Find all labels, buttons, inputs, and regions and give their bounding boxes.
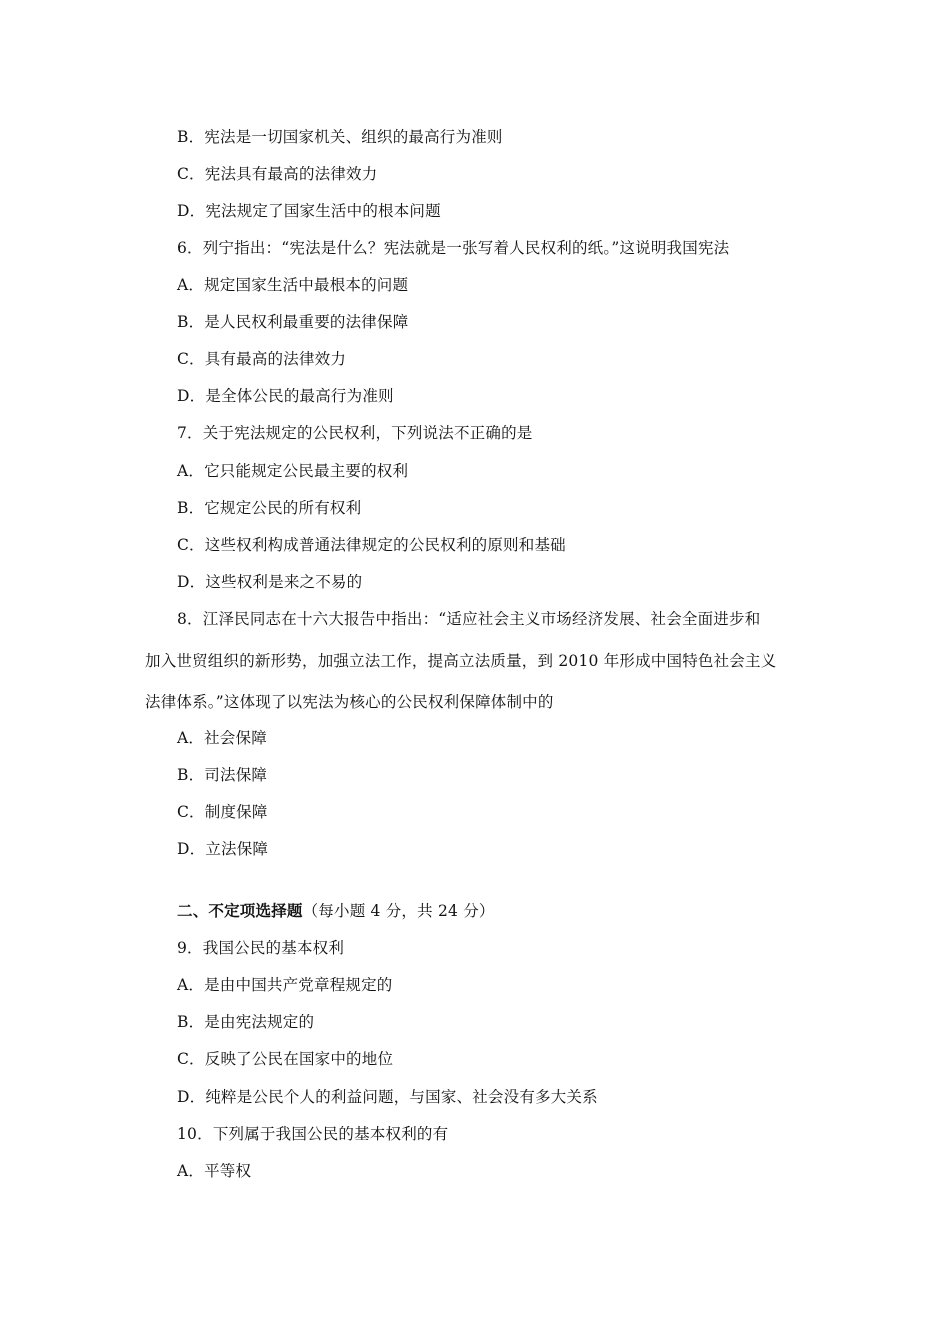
q8-option-c: C．制度保障	[177, 803, 268, 821]
q7-option-d: D．这些权利是来之不易的	[177, 573, 363, 591]
q5-option-d: D．宪法规定了国家生活中的根本问题	[177, 202, 441, 220]
section-heading	[177, 901, 495, 921]
q9-option-b: B．是由宪法规定的	[177, 1013, 315, 1031]
q6-option-a: A．规定国家生活中最根本的问题	[177, 276, 409, 294]
q8-option-a: A．社会保障	[177, 729, 267, 747]
q6-option-c: C．具有最高的法律效力	[177, 350, 347, 368]
q7-option-a: A．它只能规定公民最主要的权利	[177, 462, 409, 480]
question-6: 6．列宁指出：“宪法是什么？宪法就是一张写着人民权利的纸。”这说明我国宪法	[177, 239, 730, 257]
question-8-line-1: 8．江泽民同志在十六大报告中指出：“适应社会主义市场经济发展、社会全面进步和	[177, 610, 761, 628]
section-heading-title: 二、不定项选择题	[177, 901, 303, 920]
q9-option-a: A．是由中国共产党章程规定的	[177, 976, 393, 994]
section-heading-note: （每小题 4 分，共 24 分）	[302, 902, 495, 920]
q6-option-d: D．是全体公民的最高行为准则	[177, 387, 394, 405]
q9-option-d: D．纯粹是公民个人的利益问题，与国家、社会没有多大关系	[177, 1088, 598, 1106]
q6-option-b: B．是人民权利最重要的法律保障	[177, 313, 409, 331]
question-8-line-2: 加入世贸组织的新形势，加强立法工作，提高立法质量，到 2010 年形成中国特色社会主义	[145, 652, 777, 670]
q7-option-b: B．它规定公民的所有权利	[177, 499, 362, 517]
q9-option-c: C．反映了公民在国家中的地位	[177, 1050, 394, 1068]
question-7: 7．关于宪法规定的公民权利，下列说法不正确的是	[177, 424, 533, 442]
question-8-line-3: 法律体系。”这体现了以宪法为核心的公民权利保障体制中的	[145, 693, 554, 711]
q5-option-b: B．宪法是一切国家机关、组织的最高行为准则	[177, 128, 503, 146]
q8-option-d: D．立法保障	[177, 840, 269, 858]
q7-option-c: C．这些权利构成普通法律规定的公民权利的原则和基础	[177, 536, 566, 554]
question-10: 10．下列属于我国公民的基本权利的有	[177, 1125, 449, 1143]
q8-option-b: B．司法保障	[177, 766, 268, 784]
question-9: 9．我国公民的基本权利	[177, 939, 345, 957]
q10-option-a: A．平等权	[177, 1162, 252, 1180]
q5-option-c: C．宪法具有最高的法律效力	[177, 165, 378, 183]
